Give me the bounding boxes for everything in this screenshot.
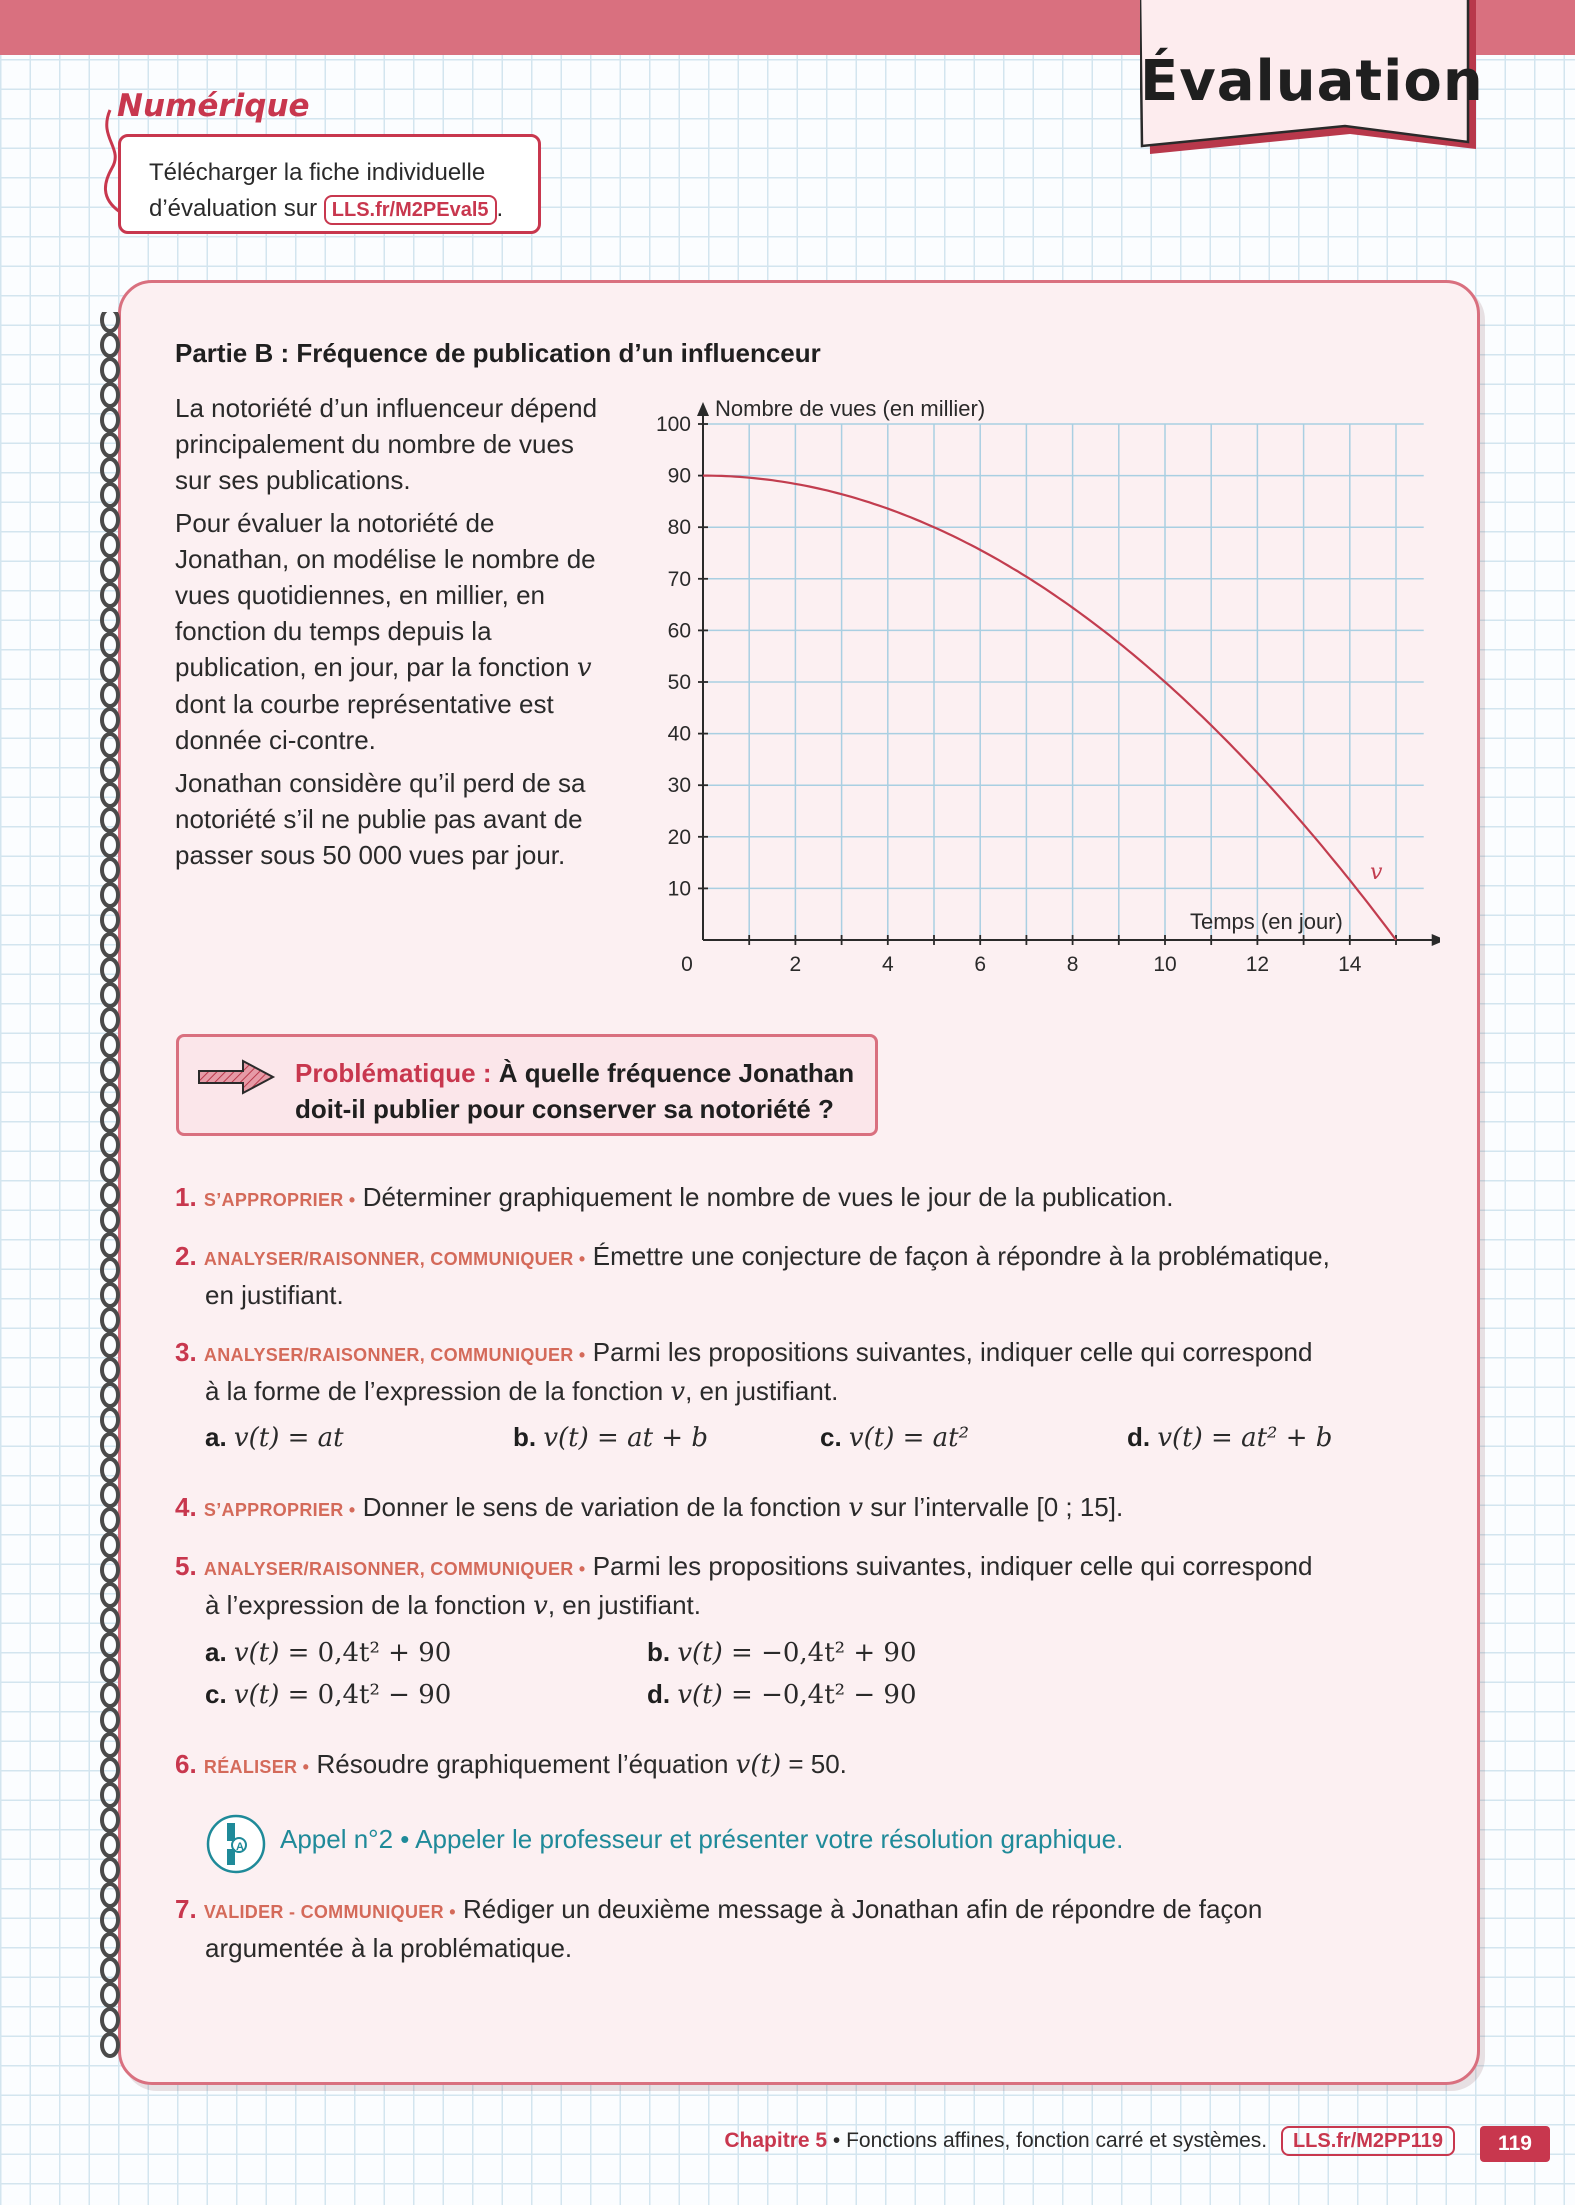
curve-v <box>703 476 1396 940</box>
eval-link[interactable]: LLS.fr/M2PEval5 <box>324 195 497 225</box>
spiral-ring <box>102 509 118 531</box>
spiral-ring <box>102 1409 118 1431</box>
y-tick-label: 10 <box>667 877 691 901</box>
x-axis-arrow <box>1432 934 1440 946</box>
page-footer <box>724 2126 1455 2156</box>
spiral-ring <box>102 1334 118 1356</box>
section-flag <box>1140 0 1484 159</box>
y-tick-label: 90 <box>667 464 691 488</box>
spiral-ring <box>102 434 118 456</box>
footer-chapter: Chapitre 5 <box>724 2129 828 2152</box>
y-tick-label: 60 <box>667 619 691 643</box>
spiral-ring <box>102 1034 118 1056</box>
spiral-ring <box>102 409 118 431</box>
spiral-ring <box>102 1684 118 1706</box>
spiral-ring <box>102 1934 118 1956</box>
x-tick-label: 10 <box>1153 953 1177 976</box>
question-7: 7. VALIDER - COMMUNIQUER • Rédiger un deuxième message à Jonathan afin de répondre de façon argumentée à la problématique. <box>175 1894 1263 1963</box>
spiral-ring <box>102 1084 118 1106</box>
question-1: 1. S’APPROPRIER • Déterminer graphiquement le nombre de vues le jour de la publication. <box>175 1182 1174 1212</box>
spiral-ring <box>102 1609 118 1631</box>
x-tick-label: 6 <box>974 953 987 976</box>
partie-title: Partie B : Fréquence de publication d’un influenceur <box>175 338 821 368</box>
spiral-ring <box>102 684 118 706</box>
y-axis-arrow <box>697 402 709 416</box>
spiral-ring <box>102 1234 118 1256</box>
spiral-ring <box>102 1859 118 1881</box>
spiral-ring <box>102 1134 118 1156</box>
spiral-ring <box>102 834 118 856</box>
spiral-ring <box>102 1184 118 1206</box>
q3-option-c: c. v(t) = at² <box>820 1422 970 1453</box>
spiral-ring <box>102 1384 118 1406</box>
spiral-ring <box>102 459 118 481</box>
spiral-ring <box>102 1284 118 1306</box>
x-tick-label: 2 <box>789 953 802 976</box>
question-3: 3. ANALYSER/RAISONNER, COMMUNIQUER • Parmi les propositions suivantes, indiquer celle qui correspond à la forme de l’expression de la fonction v, en justifiant. <box>175 1337 1313 1407</box>
spiral-ring <box>102 1459 118 1481</box>
q5-option-d: d. v(t) = −0,4t² − 90 <box>647 1679 917 1710</box>
numerique-line2: d’évaluation sur LLS.fr/M2PEval5 . <box>149 191 538 227</box>
problematique-label: Problématique : <box>295 1058 492 1088</box>
curve-label: v <box>1370 860 1383 885</box>
svg-text:A: A <box>236 1841 244 1853</box>
intro-paragraph-1: La notoriété d’un influenceur dépend principalement du nombre de vues sur ses publications. <box>175 393 598 495</box>
spiral-ring <box>102 1509 118 1531</box>
x-tick-label: 8 <box>1066 953 1079 976</box>
spiral-ring <box>102 1109 118 1131</box>
spiral-ring <box>102 1434 118 1456</box>
spiral-ring <box>102 1059 118 1081</box>
problematique-box <box>176 1034 878 1136</box>
footer-link[interactable]: LLS.fr/M2PP119 <box>1281 2126 1455 2156</box>
q5-option-a: a. v(t) = 0,4t² + 90 <box>205 1637 452 1668</box>
spiral-ring <box>102 734 118 756</box>
y-axis-label: Nombre de vues (en millier) <box>715 396 986 421</box>
y-tick-label: 100 <box>655 413 691 436</box>
q5-option-b: b. v(t) = −0,4t² + 90 <box>647 1637 917 1668</box>
q5-option-c: c. v(t) = 0,4t² − 90 <box>205 1679 452 1710</box>
spiral-ring <box>102 609 118 631</box>
spiral-ring <box>102 1484 118 1506</box>
spiral-ring <box>102 584 118 606</box>
problematique-text <box>295 1055 865 1127</box>
x-tick-label: 4 <box>881 953 894 976</box>
intro-paragraph-2: Pour évaluer la notoriété de Jonathan, on modélise le nombre de vues quotidiennes, en millier, en fonction du temps depuis la publication, en jour, par la fonction v dont la courbe représentative est donnée ci-contre. <box>175 508 596 755</box>
spiral-ring <box>102 1559 118 1581</box>
spiral-ring <box>102 659 118 681</box>
spiral-ring <box>102 934 118 956</box>
spiral-ring <box>102 1784 118 1806</box>
section-title: Évaluation <box>1140 49 1484 114</box>
spiral-ring <box>102 1534 118 1556</box>
question-4: 4. S’APPROPRIER • Donner le sens de variation de la fonction v sur l’intervalle [0 ; 15]. <box>175 1492 1124 1523</box>
spiral-ring <box>102 1309 118 1331</box>
spiral-ring <box>102 2034 118 2056</box>
question-2: 2. ANALYSER/RAISONNER, COMMUNIQUER • Émettre une conjecture de façon à répondre à la problématique, en justifiant. <box>175 1241 1330 1310</box>
spiral-ring <box>102 1759 118 1781</box>
intro-paragraph-3: Jonathan considère qu’il perd de sa notoriété s’il ne publie pas avant de passer sous 50 000 vues par jour. <box>175 768 586 870</box>
spiral-ring <box>102 1959 118 1981</box>
x-tick-label: 14 <box>1338 953 1362 976</box>
spiral-ring <box>102 909 118 931</box>
spiral-ring <box>102 809 118 831</box>
spiral-ring <box>102 359 118 381</box>
question-6: 6. RÉALISER • Résoudre graphiquement l’équation v(t) = 50. <box>175 1749 847 1780</box>
spiral-ring <box>102 1909 118 1931</box>
spiral-ring <box>102 1159 118 1181</box>
y-tick-label: 20 <box>667 825 691 849</box>
function-graph <box>640 385 1440 985</box>
y-tick-label: 70 <box>667 567 691 591</box>
spiral-ring <box>102 984 118 1006</box>
spiral-ring <box>102 1709 118 1731</box>
spiral-ring <box>102 1659 118 1681</box>
q3-option-a: a. v(t) = at <box>205 1422 344 1453</box>
footer-title: • Fonctions affines, fonction carré et systèmes. <box>832 2129 1268 2152</box>
spiral-ring <box>102 484 118 506</box>
spiral-binding <box>95 312 125 2072</box>
spiral-ring <box>102 634 118 656</box>
x-tick-label: 0 <box>681 953 693 976</box>
problematique-question: À quelle fréquence Jonathan doit-il publier pour conserver sa notoriété ? <box>295 1058 855 1124</box>
spiral-ring <box>102 859 118 881</box>
spiral-ring <box>102 1209 118 1231</box>
appel-text: Appel n°2 • Appeler le professeur et présenter votre résolution graphique. <box>280 1824 1124 1854</box>
teacher-call-icon <box>205 1813 267 1875</box>
x-tick-label: 12 <box>1245 953 1270 976</box>
spiral-ring <box>102 2009 118 2031</box>
spiral-ring <box>102 1884 118 1906</box>
spiral-ring <box>102 709 118 731</box>
y-tick-label: 40 <box>667 722 691 746</box>
spiral-ring <box>102 384 118 406</box>
spiral-ring <box>102 559 118 581</box>
spiral-ring <box>102 1634 118 1656</box>
grid <box>703 424 1424 940</box>
question-5: 5. ANALYSER/RAISONNER, COMMUNIQUER • Parmi les propositions suivantes, indiquer celle qui correspond à l’expression de la fonction v, en justifiant. <box>175 1551 1313 1621</box>
intro-text <box>175 390 605 880</box>
y-tick-label: 80 <box>667 516 691 540</box>
y-tick-label: 30 <box>667 774 691 798</box>
numerique-heading: Numérique <box>117 88 310 124</box>
numerique-box <box>118 134 541 234</box>
spiral-ring <box>102 759 118 781</box>
spiral-ring <box>102 534 118 556</box>
arrow-icon <box>197 1057 277 1097</box>
q3-option-d: d. v(t) = at² + b <box>1127 1422 1333 1453</box>
spiral-ring <box>102 1584 118 1606</box>
spiral-ring <box>102 1984 118 2006</box>
spiral-ring <box>102 884 118 906</box>
spiral-ring <box>102 334 118 356</box>
numerique-line1: Télécharger la fiche individuelle <box>149 159 486 186</box>
spiral-ring <box>102 784 118 806</box>
spiral-ring <box>102 959 118 981</box>
q3-option-b: b. v(t) = at + b <box>513 1422 709 1453</box>
spiral-ring <box>102 1734 118 1756</box>
spiral-ring <box>102 1009 118 1031</box>
x-axis-label: Temps (en jour) <box>1190 909 1343 934</box>
y-tick-label: 50 <box>667 671 691 694</box>
spiral-ring <box>102 1359 118 1381</box>
spiral-ring <box>102 312 118 331</box>
spiral-ring <box>102 1834 118 1856</box>
spiral-ring <box>102 1809 118 1831</box>
page-number: 119 <box>1480 2126 1550 2162</box>
spiral-ring <box>102 1259 118 1281</box>
